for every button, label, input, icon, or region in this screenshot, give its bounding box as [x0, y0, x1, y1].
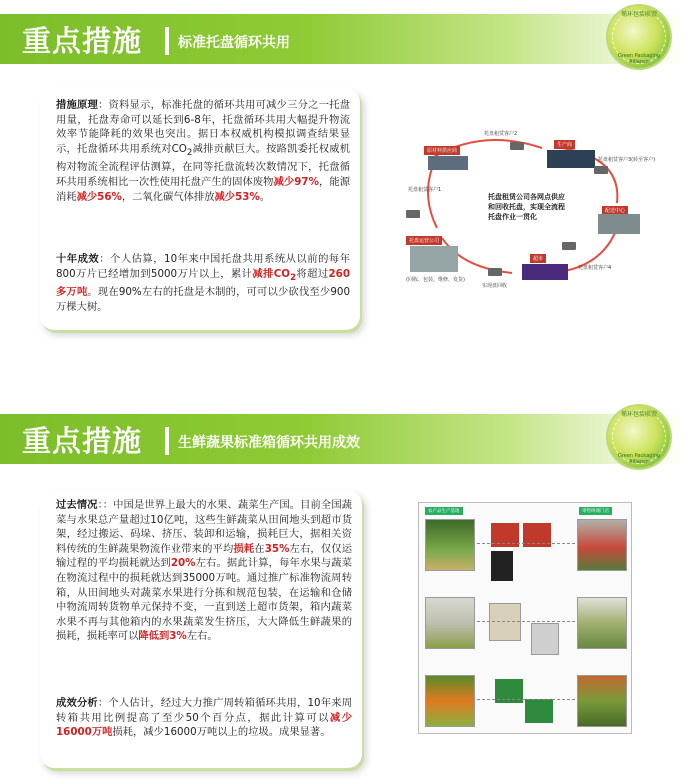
past-text-a: ：：中国是世界上最大的水果、蔬菜生产国。目前全国蔬菜与水果总产量超过10亿吨，这些生鲜蔬菜从田间地头到超市货架，经过搬运、码垛、挤压、装卸和运输，损耗巨大，据相关资料传统的生鲜蔬果物流作业带来的平均 [56, 499, 353, 555]
analysis-label: 成效分析 [56, 697, 98, 709]
diagram-center-text: 托盘租赁公司各网点供应和回收托盘，实现全流程托盘作业一贯化 [488, 193, 565, 221]
farm-header: 农产品生产基地 [425, 507, 463, 515]
truck-icon [488, 268, 502, 276]
truck-icon [406, 210, 420, 218]
alliance-logo [608, 406, 670, 468]
principle-paragraph [56, 98, 350, 204]
slide-title: 重点措施 [22, 24, 143, 58]
warehouse-icon [598, 214, 640, 234]
analysis-paragraph [56, 696, 352, 740]
title-separator [165, 427, 169, 455]
farm-photo [425, 519, 475, 571]
green-crate-icon [525, 699, 553, 723]
label-recovery: 实现盘回收 [482, 283, 508, 289]
analysis-text-b: 损耗，减少16000万吨以上的垃圾。成果显著。 [112, 726, 331, 739]
results-label: 十年成效 [56, 253, 100, 265]
logo-subtext: Green Packaging Alliance [617, 53, 661, 65]
principle-text-a: ：资料显示，标准托盘的循环共用可减少三分之一托盘用量，托盘寿命可以延长到6-8年，托盘循环共用大幅提升物流效率节能降耗的效果也突出。据日本权威机构模拟调查结果显示，托盘循环共用系统对CO [56, 99, 351, 155]
title-separator [165, 27, 169, 55]
crate-cart-icon [531, 623, 559, 655]
label-customer-1: 托盘租赁客户1 [408, 187, 442, 193]
logo-text: 循环包装联盟 [620, 11, 657, 18]
past-text-d: 左右。据此计算，每年水果与蔬菜在物流过程中的损耗就达到35000万吨。通过推广标准物流周转箱，从田间地头对蔬菜水果进行分拣和规范包装，在运输和仓储中物流周转货物单元保持不变，一直到送上超市货架，箱内蔬菜水果不再与其他箱内的水果蔬菜发生挤压，大大降低生鲜蔬果的损耗，损耗率可以 [56, 557, 353, 643]
truck-icon [510, 142, 524, 150]
crate-flow-photos [418, 502, 632, 734]
slide-pallet [0, 0, 684, 380]
loss-word: 损耗 [233, 542, 255, 555]
principle-text-d: ，二氧化碳气体排放 [121, 190, 215, 203]
past-label: 过去情况 [56, 499, 98, 511]
logo-text: 循环包装联盟 [620, 411, 657, 418]
title-banner [0, 14, 684, 64]
slide-subtitle: 标准托盘循环共用 [178, 35, 290, 51]
flow-arrow [477, 543, 575, 545]
label-customer-4: 托盘租赁客户4 [578, 265, 612, 271]
title-banner [0, 414, 684, 464]
co2-subscript-2: 2 [290, 272, 297, 283]
label-customer-3: 托盘租赁客户3(转至客户) [598, 157, 656, 163]
flow-arrow [477, 621, 575, 623]
slide-produce-crates [0, 400, 684, 779]
shelf-photo [577, 597, 627, 649]
past-text-b: 在 [254, 542, 265, 555]
depot-icon [410, 246, 458, 272]
harvest-photo [425, 675, 475, 727]
energy-reduction: 减少56% [76, 190, 122, 203]
node-operator: 托盘运营公司 [406, 236, 442, 245]
co2-subscript: 2 [186, 147, 193, 158]
co2-reduction: 减少53% [214, 190, 260, 203]
crate-stack-icon [491, 551, 513, 581]
logo-subtext: Green Packaging Alliance [617, 453, 661, 465]
tonnage-figure: 260多万吨 [56, 267, 351, 299]
results-text-c: 。现在90%左右的托盘是木制的，可可以少砍伐至少900万棵大树。 [56, 286, 351, 313]
flow-arrow [477, 699, 575, 701]
past-paragraph [56, 498, 352, 644]
waste-reduction: 减少97% [273, 176, 319, 189]
principle-text-c: ，能源消耗 [56, 176, 350, 203]
text-card [40, 490, 362, 768]
node-supplier: 原材料供应商 [424, 146, 460, 155]
principle-text-b: 减排贡献巨大。按路凯委托权威机构对物流全流程评估测算，在同等托盘流转次数情况下，托盘循环共用系统相比一次性使用托盘产生的固体废物 [56, 142, 351, 189]
slide-subtitle: 生鲜蔬果标准箱循环共用成效 [178, 435, 360, 451]
node-producer: 生产商 [554, 140, 575, 149]
packing-photo [425, 597, 475, 649]
label-repair: (回收、包装、维修、发货) [406, 277, 465, 283]
loss-20: 20% [170, 557, 196, 570]
co2-cut: 减排CO [252, 267, 291, 280]
results-text-a: ：个人估算，10年来中国托盘共用系统从以前的每年800万片已经增加到5000万片以上，累计 [56, 253, 350, 280]
loss-reduction: 减少16000万吨 [56, 711, 353, 739]
loss-35: 35% [264, 542, 290, 555]
past-text-e: 左右。 [186, 630, 218, 643]
display-photo [577, 675, 627, 727]
truck-icon [562, 242, 576, 250]
node-distribution: 配送中心 [602, 206, 628, 215]
past-text-c: 左右，仅仅运输过程的平均损耗就达到 [56, 542, 353, 570]
results-text-b: 将超过 [296, 267, 329, 280]
plant-icon [547, 150, 595, 168]
results-paragraph [56, 252, 350, 314]
text-card [40, 88, 360, 330]
slide-title: 重点措施 [22, 424, 143, 458]
node-supermarket: 超市 [530, 254, 546, 263]
store-icon [522, 264, 568, 280]
analysis-text-a: ：个人估计，经过大力推广周转箱循环共用，10年来周转箱共用比例提高了至少50个百分点，据此计算可以 [56, 697, 353, 724]
label-customer-2: 托盘租赁客户2 [484, 131, 518, 137]
principle-text-e: 。 [259, 190, 271, 203]
loss-3: 降低到3% [138, 630, 187, 643]
principle-label: 措施原理 [56, 99, 99, 111]
factory-icon [428, 156, 468, 170]
supermarket-photo [577, 519, 627, 571]
alliance-logo [608, 6, 670, 68]
store-header: 零售终端门店 [579, 507, 612, 515]
truck-icon [594, 166, 608, 174]
pallet-cycle-diagram [402, 118, 664, 308]
